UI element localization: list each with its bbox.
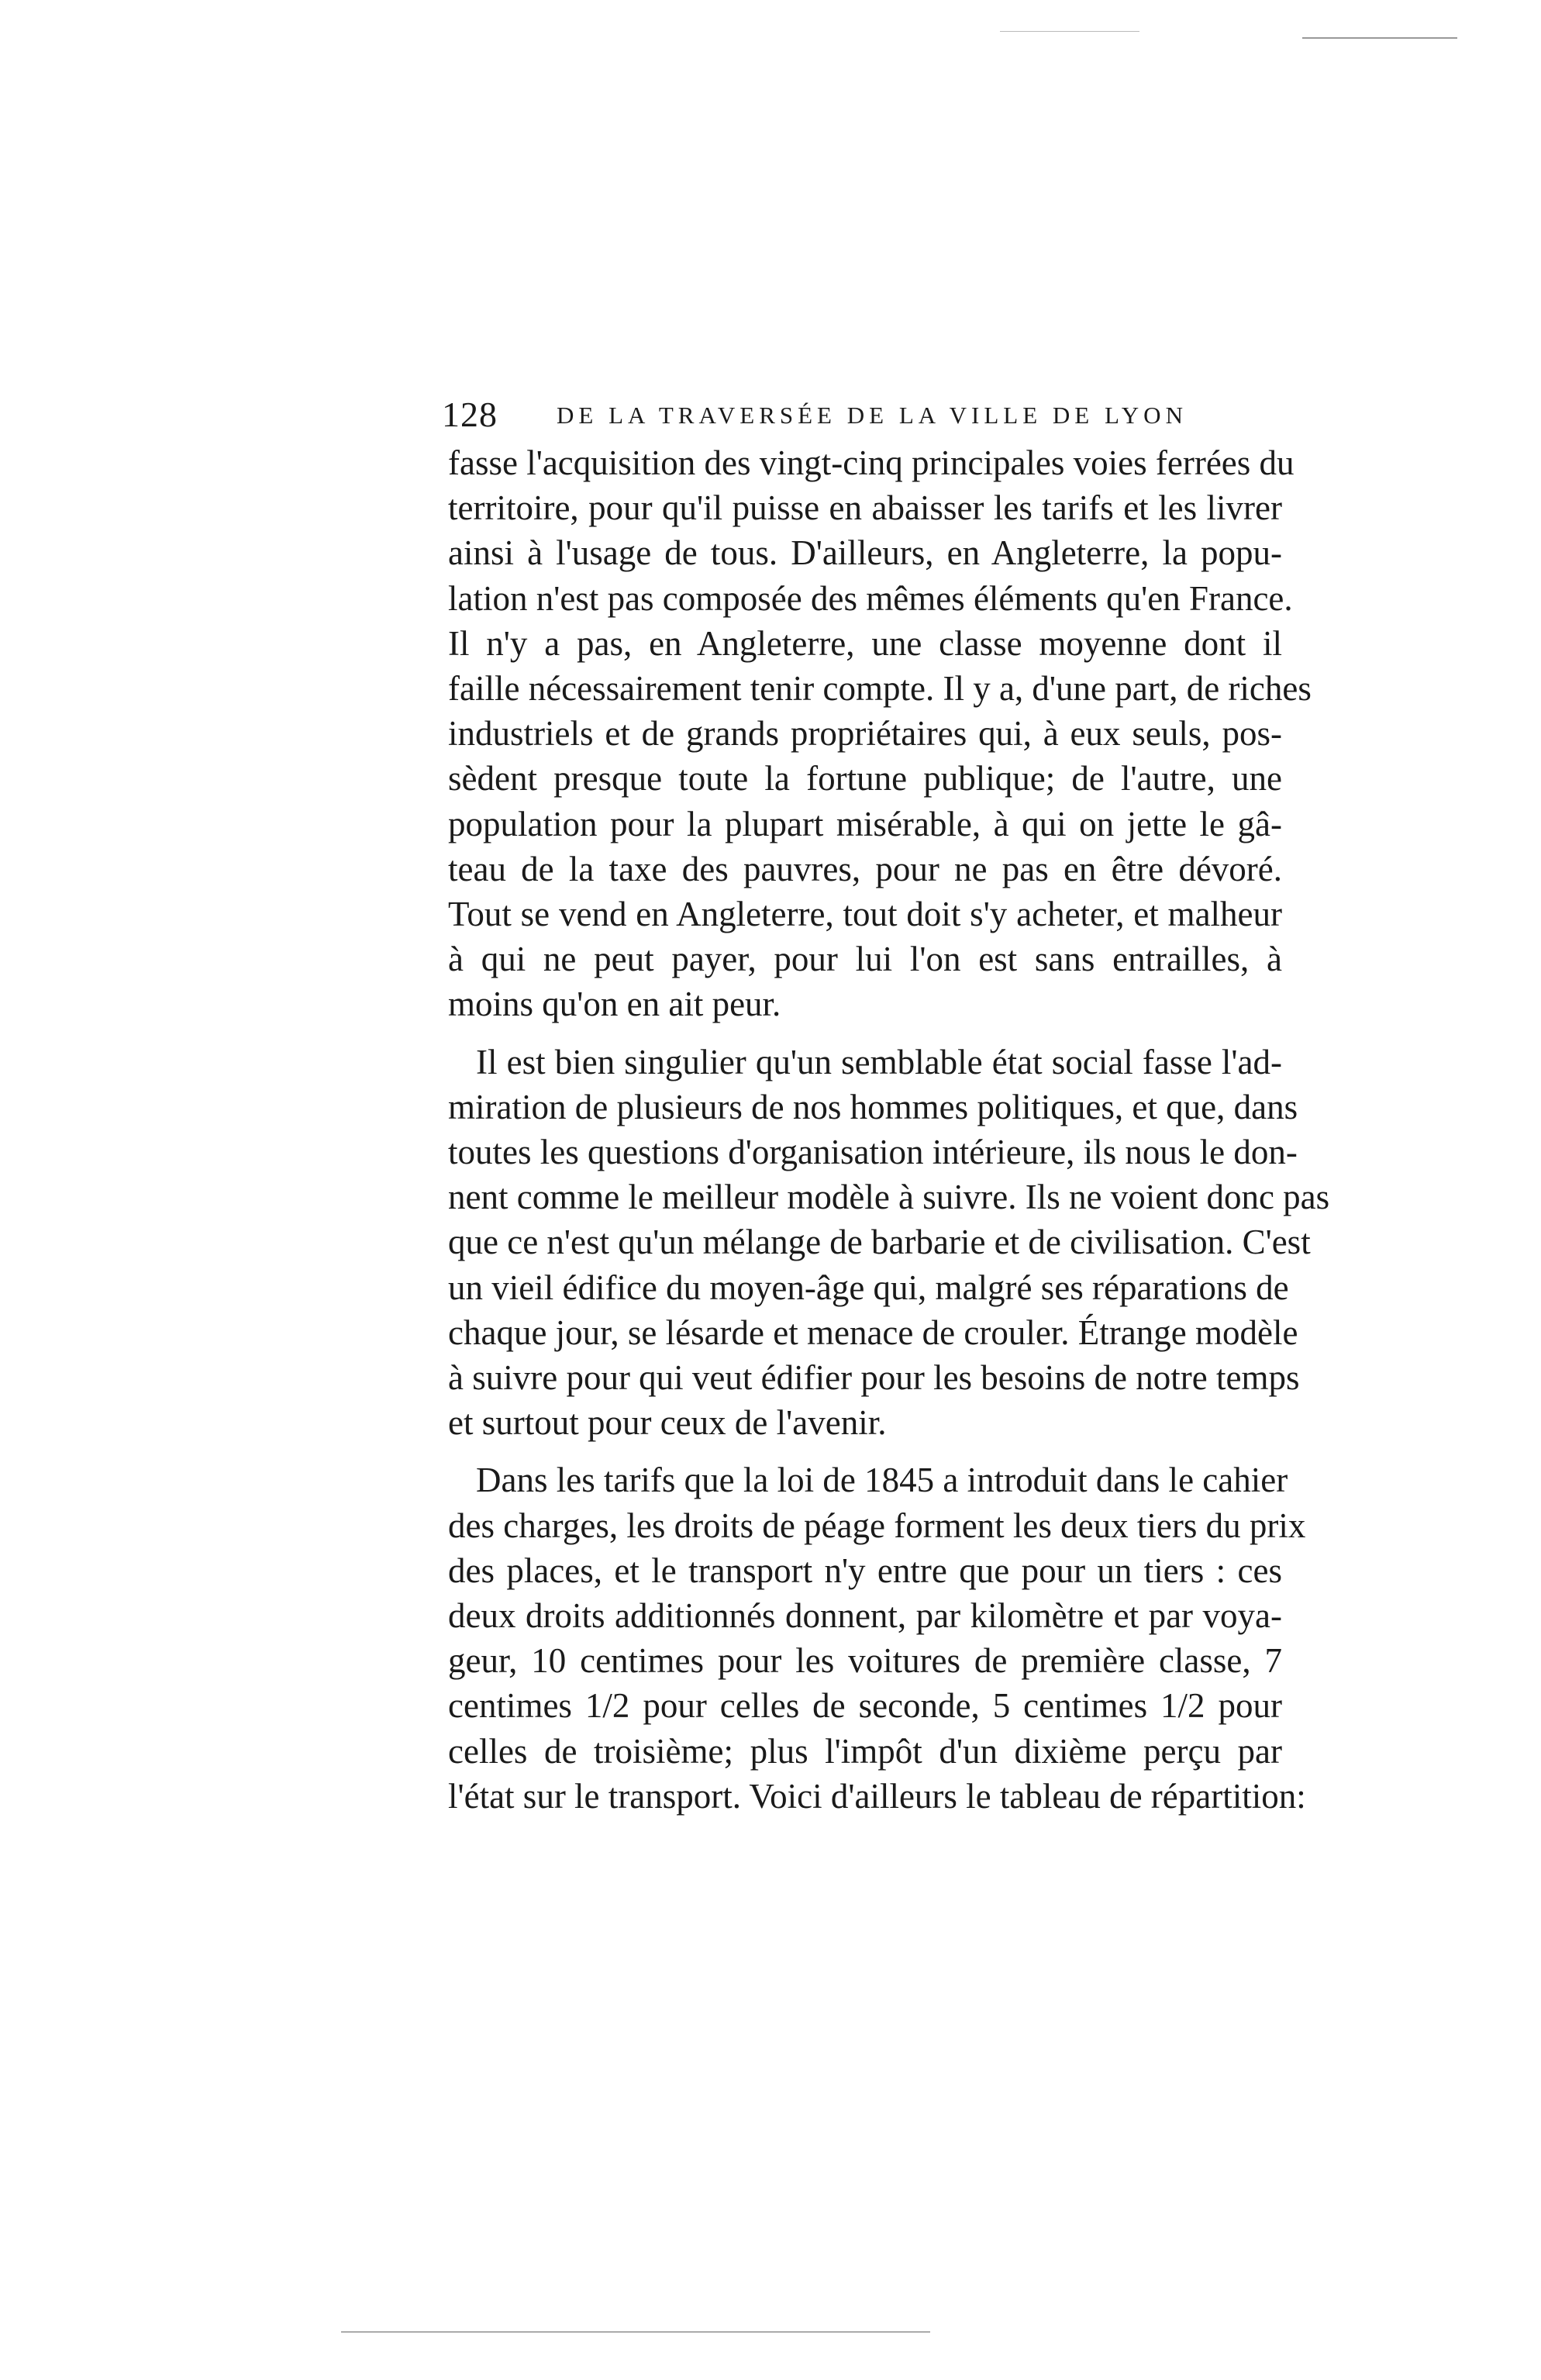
text-line: geur, 10 centimes pour les voitures de première classe, 7 bbox=[448, 1641, 1282, 1681]
paragraph bbox=[448, 1040, 1330, 1446]
top-edge-speck bbox=[1302, 37, 1457, 39]
text-line: miration de plusieurs de nos hommes politiques, et que, dans bbox=[448, 1087, 1298, 1126]
paragraph-gap bbox=[448, 1027, 1282, 1040]
text-line: Il est bien singulier qu'un semblable état social fasse l'ad- bbox=[476, 1042, 1282, 1081]
text-line: des charges, les droits de péage forment les deux tiers du prix bbox=[448, 1506, 1306, 1545]
text-line: Tout se vend en Angleterre, tout doit s'y acheter, et malheur bbox=[448, 895, 1282, 934]
text-line: teau de la taxe des pauvres, pour ne pas en être dévoré. bbox=[448, 849, 1282, 888]
text-line: nent comme le meilleur modèle à suivre. Ils ne voient donc pas bbox=[448, 1178, 1330, 1217]
running-header bbox=[442, 394, 1279, 440]
text-line: ainsi à l'usage de tous. D'ailleurs, en Angleterre, la popu- bbox=[448, 533, 1282, 573]
text-line: territoire, pour qu'il puisse en abaisser les tarifs et les livrer bbox=[448, 488, 1282, 528]
text-line: toutes les questions d'organisation intérieure, ils nous le don- bbox=[448, 1133, 1298, 1172]
text-line: deux droits additionnés donnent, par kilomètre et par voya- bbox=[448, 1596, 1282, 1636]
text-line: moins qu'on en ait peur. bbox=[448, 985, 781, 1024]
text-line: Il n'y a pas, en Angleterre, une classe moyenne dont il bbox=[448, 623, 1282, 663]
text-line: et surtout pour ceux de l'avenir. bbox=[448, 1403, 887, 1443]
text-line: Dans les tarifs que la loi de 1845 a introduit dans le cahier bbox=[476, 1461, 1288, 1500]
text-line: faille nécessairement tenir compte. Il y a, d'une part, de riches bbox=[448, 669, 1312, 709]
running-title: DE LA TRAVERSÉE DE LA VILLE DE LYON bbox=[557, 402, 1188, 429]
text-line: l'état sur le transport. Voici d'ailleurs le tableau de répartition: bbox=[448, 1776, 1306, 1816]
text-line: un vieil édifice du moyen-âge qui, malgré ses réparations de bbox=[448, 1268, 1289, 1307]
text-line: à suivre pour qui veut édifier pour les besoins de notre temps bbox=[448, 1358, 1300, 1398]
text-line: celles de troisième; plus l'impôt d'un dixième perçu par bbox=[448, 1731, 1282, 1771]
text-line: des places, et le transport n'y entre que pour un tiers : ces bbox=[448, 1550, 1282, 1590]
text-line: population pour la plupart misérable, à qui on jette le gâ- bbox=[448, 804, 1282, 843]
page-number: 128 bbox=[442, 395, 498, 434]
text-line: à qui ne peut payer, pour lui l'on est sans entrailles, à bbox=[448, 940, 1282, 979]
text-line: chaque jour, se lésarde et menace de crouler. Étrange modèle bbox=[448, 1312, 1298, 1352]
text-line: sèdent presque toute la fortune publique; de l'autre, une bbox=[448, 759, 1282, 799]
paragraph bbox=[448, 1457, 1306, 1819]
text-line: industriels et de grands propriétaires qui, à eux seuls, pos- bbox=[448, 714, 1282, 754]
body-text bbox=[448, 440, 1330, 1819]
paragraph-gap bbox=[448, 1445, 1282, 1457]
bottom-edge-speck bbox=[341, 2331, 930, 2333]
text-line: centimes 1/2 pour celles de seconde, 5 centimes 1/2 pour bbox=[448, 1686, 1282, 1726]
text-line: lation n'est pas composée des mêmes éléments qu'en France. bbox=[448, 578, 1293, 618]
text-line: que ce n'est qu'un mélange de barbarie et de civilisation. C'est bbox=[448, 1223, 1311, 1262]
paragraph bbox=[448, 440, 1312, 1027]
text-line: fasse l'acquisition des vingt-cinq principales voies ferrées du bbox=[448, 443, 1295, 482]
top-edge-speck bbox=[1000, 31, 1139, 32]
